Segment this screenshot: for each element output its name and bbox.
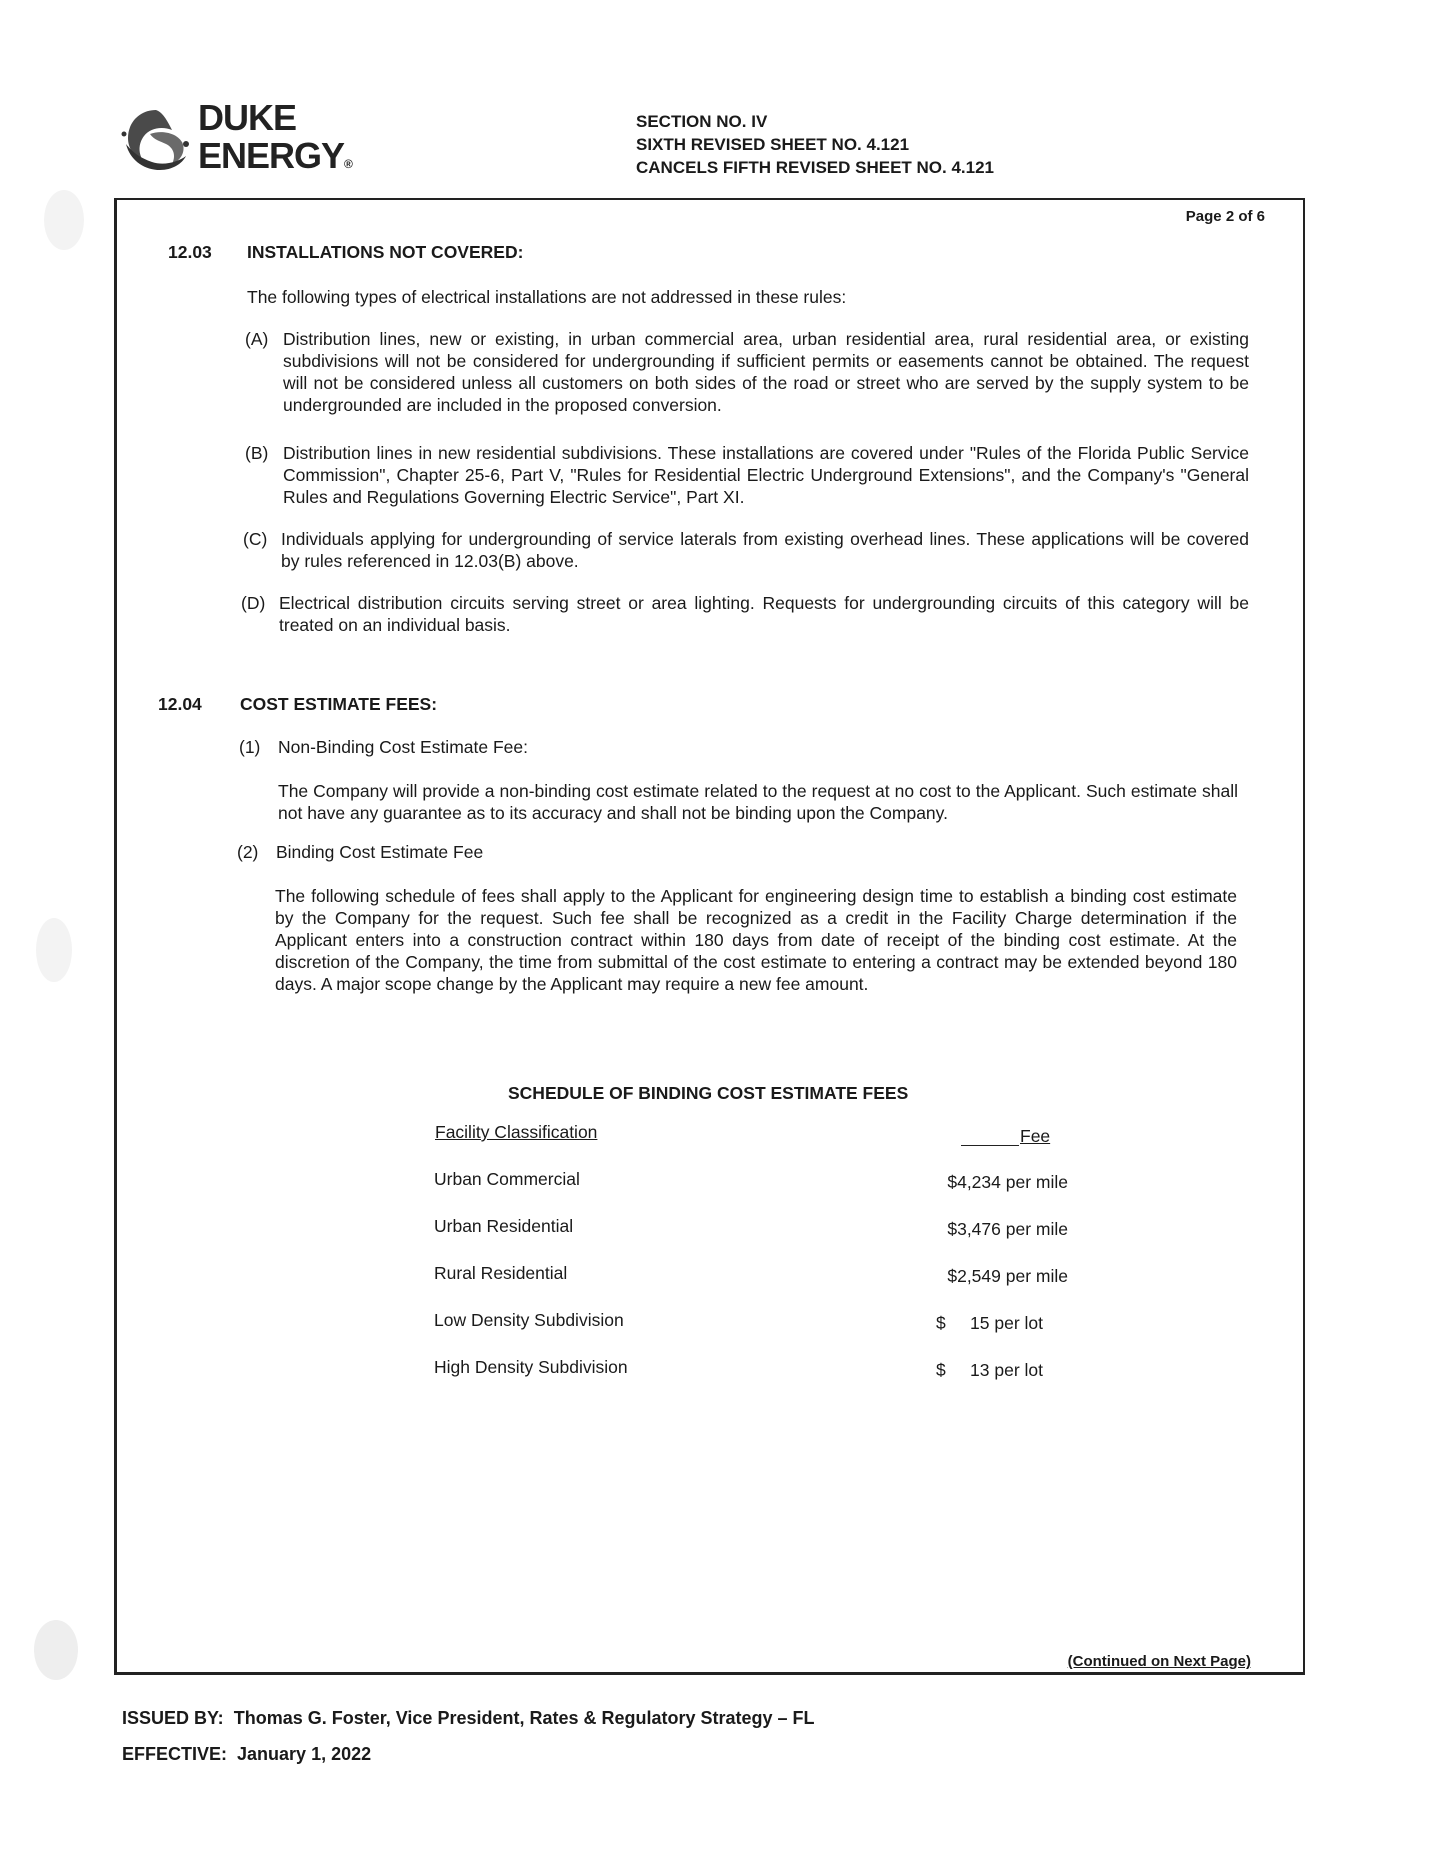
- section-intro-1203: The following types of electrical installations are not addressed in these rules:: [247, 287, 847, 307]
- section-title-1203: INSTALLATIONS NOT COVERED:: [247, 242, 524, 262]
- item-text: Individuals applying for undergrounding of service laterals from existing overhead lines. These applications will be covered by rules referenced in 12.03(B) above.: [281, 529, 1249, 571]
- logo-line-2: ENERGY®: [198, 135, 352, 176]
- item-text: The following schedule of fees shall apply to the Applicant for engineering design time to establish a binding cost estimate by the Company for the request. Such fee shall be recognized as a credit in the Facility Charge determination if the Applicant enters into a construction contract within 180 days from date of receipt of the binding cost estimate. At the discretion of the Company, the time from submittal of the cost estimate to entering a contract may be extended beyond 180 days. A major scope change by the Applicant may require a new fee amount.: [275, 886, 1237, 994]
- item-text: Distribution lines, new or existing, in urban commercial area, urban residential area, rural residential area, or existing subdivisions will not be considered for undergrounding if sufficient permits or easements cannot be obtained. The request will not be considered unless all customers on both sides of the road or street who are served by the supply system to be undergrounded are included in the proposed conversion.: [283, 329, 1249, 415]
- table-row-fee: $ 15 per lot: [936, 1313, 1044, 1333]
- section-number-1204: 12.04: [158, 694, 202, 714]
- item-label: (2): [237, 842, 259, 862]
- list-item: [245, 442, 1249, 508]
- item-label: (C): [243, 529, 268, 549]
- table-row-classification: Urban Commercial: [434, 1169, 580, 1189]
- list-item: [241, 592, 1249, 636]
- list-item: [245, 328, 1249, 416]
- issuance-block: [122, 1700, 815, 1772]
- table-row-fee: $4,234 per mile: [947, 1172, 1068, 1192]
- scan-artifact: [36, 918, 72, 982]
- sheet-header: [636, 110, 994, 179]
- list-item: [243, 528, 1249, 572]
- table-row-classification: Urban Residential: [434, 1216, 574, 1236]
- registered-mark: ®: [344, 157, 352, 171]
- issued-by-label: ISSUED BY:: [122, 1708, 224, 1728]
- column-header-classification: Facility Classification: [435, 1122, 598, 1142]
- section-number-1203: 12.03: [168, 242, 212, 262]
- fee-header-rule: [961, 1145, 1019, 1146]
- sheet-number: SIXTH REVISED SHEET NO. 4.121: [636, 135, 910, 154]
- item-text: Electrical distribution circuits serving street or area lighting. Requests for undergrounding circuits of this category will be treated on an individual basis.: [279, 593, 1249, 635]
- page-number: Page 2 of 6: [1185, 208, 1265, 225]
- item-label: (1): [239, 737, 261, 757]
- section-number: SECTION NO. IV: [636, 112, 768, 131]
- duke-energy-logo: [120, 97, 360, 180]
- column-header-fee: Fee: [1020, 1126, 1051, 1146]
- cancels-sheet: CANCELS FIFTH REVISED SHEET NO. 4.121: [636, 158, 995, 177]
- item-label: (D): [241, 593, 266, 613]
- section-title-1204: COST ESTIMATE FEES:: [240, 694, 438, 714]
- table-row-classification: High Density Subdivision: [434, 1357, 628, 1377]
- table-row-classification: Rural Residential: [434, 1263, 568, 1283]
- continued-note: (Continued on Next Page): [1067, 1653, 1251, 1670]
- effective-value: January 1, 2022: [237, 1744, 372, 1764]
- scan-artifact: [34, 1620, 78, 1680]
- table-row-fee: $2,549 per mile: [947, 1266, 1068, 1286]
- effective-label: EFFECTIVE:: [122, 1744, 228, 1764]
- item-text: The Company will provide a non-binding cost estimate related to the request at no cost to the Applicant. Such estimate shall not have any guarantee as to its accuracy and shall not be binding upon the Company.: [278, 781, 1238, 823]
- item-label: (A): [245, 329, 269, 349]
- issued-by-line: [122, 1700, 815, 1736]
- item-text: Distribution lines in new residential subdivisions. These installations are covered under "Rules of the Florida Public Service Commission", Chapter 25-6, Part V, "Rules for Residential Electric Underground Extensions", and the Company's "General Rules and Regulations Governing Electric Service", Part XI.: [283, 443, 1249, 507]
- issued-by-value: Thomas G. Foster, Vice President, Rates & Regulatory Strategy – FL: [233, 1708, 815, 1728]
- table-row-fee: $ 13 per lot: [936, 1360, 1044, 1380]
- table-row-fee: $3,476 per mile: [947, 1219, 1068, 1239]
- logo-line-1: DUKE: [198, 97, 297, 138]
- item-heading: Non-Binding Cost Estimate Fee:: [278, 737, 528, 757]
- table-row-classification: Low Density Subdivision: [434, 1310, 624, 1330]
- duke-energy-swirl-icon: [120, 104, 192, 174]
- item-heading: Binding Cost Estimate Fee: [276, 842, 484, 862]
- item-label: (B): [245, 443, 269, 463]
- scan-artifact: [44, 190, 84, 250]
- effective-line: [122, 1736, 815, 1772]
- schedule-title: SCHEDULE OF BINDING COST ESTIMATE FEES: [508, 1083, 909, 1103]
